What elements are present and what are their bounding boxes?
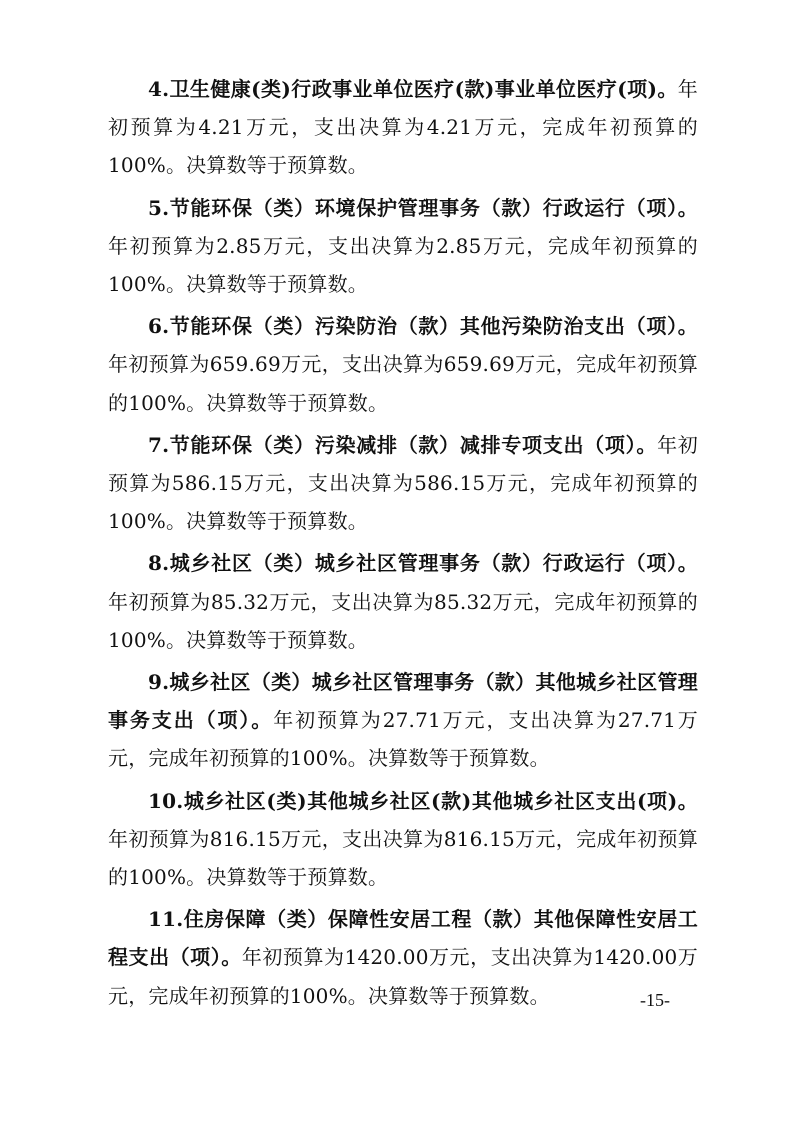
document-body xyxy=(108,70,698,1019)
page-number: -15- xyxy=(640,990,670,1010)
paragraph-text: 年初预算为1420.00万元，支出决算为1420.00万元，完成年初预算的100%。决算数等于预算数。 xyxy=(108,945,698,1008)
paragraph-heading: 4.卫生健康(类)行政事业单位医疗(款)事业单位医疗(项)。 xyxy=(148,77,678,101)
paragraph-item-5 xyxy=(108,189,698,304)
paragraph-heading: 9.城乡社区（类）城乡社区管理事务（款）其他城乡社区管理事务支出（项）。 xyxy=(108,670,698,733)
paragraph-heading: 7.节能环保（类）污染减排（款）减排专项支出（项）。 xyxy=(148,432,658,457)
paragraph-item-4 xyxy=(108,70,698,185)
paragraph-item-10 xyxy=(108,782,698,897)
paragraph-item-8 xyxy=(108,544,698,659)
paragraph-item-9 xyxy=(108,663,698,778)
paragraph-heading: 5.节能环保（类）环境保护管理事务（款）行政运行（项）。 xyxy=(148,195,698,220)
paragraph-text: 年初预算为816.15万元，支出决算为816.15万元，完成年初预算的100%。决算数等于预算数。 xyxy=(108,826,698,890)
paragraph-heading: 6.节能环保（类）污染防治（款）其他污染防治支出（项）。 xyxy=(148,314,698,339)
paragraph-text: 年初预算为27.71万元，支出决算为27.71万元，完成年初预算的100%。决算数等于预算数。 xyxy=(108,708,699,771)
paragraph-text: 年初预算为659.69万元，支出决算为659.69万元，完成年初预算的100%。决算数等于预算数。 xyxy=(108,352,698,415)
paragraph-text: 年初预算为4.21万元，支出决算为4.21万元，完成年初预算的100%。决算数等于预算数。 xyxy=(108,77,698,178)
paragraph-heading: 10.城乡社区(类)其他城乡社区(款)其他城乡社区支出(项)。 xyxy=(148,788,698,813)
paragraph-text: 年初预算为85.32万元，支出决算为85.32万元，完成年初预算的100%。决算数等于预算数。 xyxy=(108,589,698,652)
paragraph-heading: 11.住房保障（类）保障性安居工程（款）其他保障性安居工程支出（项）。 xyxy=(108,907,698,970)
paragraph-text: 年初预算为2.85万元，支出决算为2.85万元，完成年初预算的100%。决算数等于预算数。 xyxy=(108,233,698,297)
paragraph-item-11 xyxy=(108,900,698,1015)
paragraph-heading: 8.城乡社区（类）城乡社区管理事务（款）行政运行（项）。 xyxy=(148,551,698,576)
paragraph-item-7 xyxy=(108,426,698,541)
paragraph-text: 年初预算为586.15万元，支出决算为586.15万元，完成年初预算的100%。决算数等于预算数。 xyxy=(108,432,698,534)
paragraph-item-6 xyxy=(108,307,698,422)
